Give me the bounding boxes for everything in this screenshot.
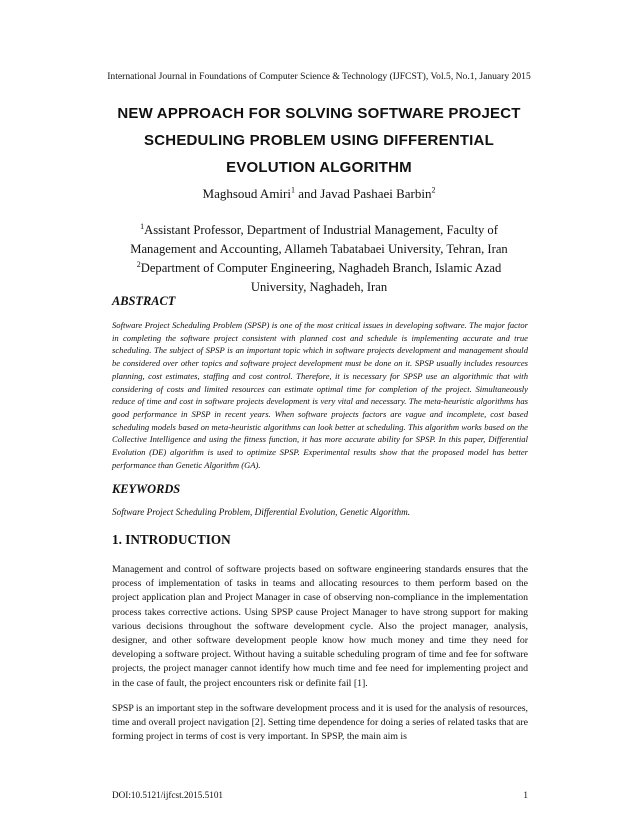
keywords-heading: KEYWORDS xyxy=(112,482,181,496)
affiliation-2-text-a: Department of Computer Engineering, Naghadeh Branch, Islamic Azad xyxy=(140,261,502,275)
running-head: International Journal in Foundations of Computer Science & Technology (IJFCST), Vol.5, No.1, January 2015 xyxy=(107,71,531,82)
author-2: Javad Pashaei Barbin xyxy=(320,186,432,201)
intro-paragraph-1: Management and control of software projects based on software engineering standards ensures that the process of implementation of tasks in teams and allocating resources to them perform based on the project application plan and Project Manager in case of observing non-compliance in the implementation process takes corrective actions. Using SPSP cause Project Manager to have strong support for making various decisions throughout the software development cycle. Also the project manager, analysis, designer, and other software development people know how much money and time they need for developing a software project. Without having a suitable scheduling program of time and fee for software projects, the project manager cannot identify how much time and fee need for implementing project and in the case of fault, the project encounters risk or definite fail [1]. xyxy=(112,564,528,689)
paper-title xyxy=(80,100,558,181)
affiliation-2-line-2: University, Naghadeh, Iran xyxy=(250,280,388,294)
intro-paragraph-2: SPSP is an important step in the software development process and it is used for the analysis of resources, time and overall project navigation [2]. Setting time dependence for doing a series of related tasks that are forming project in terms of cost is very important. In SPSP, the main aim is xyxy=(112,703,528,743)
affiliation-1-line-2: Management and Accounting, Allameh Tabatabaei University, Tehran, Iran xyxy=(130,242,508,256)
keywords-text: Software Project Scheduling Problem, Differential Evolution, Genetic Algorithm. xyxy=(112,507,411,517)
author-joiner: and xyxy=(295,186,321,201)
author-1-affiliation-mark: 1 xyxy=(291,185,295,195)
authors-line xyxy=(100,186,538,202)
affiliation-1-text-a: Assistant Professor, Department of Industrial Management, Faculty of xyxy=(144,223,498,237)
author-2-affiliation-mark: 2 xyxy=(431,185,436,195)
title-line-2: SCHEDULING PROBLEM USING DIFFERENTIAL xyxy=(144,132,494,149)
affiliation-2-mark: 2 xyxy=(136,259,141,269)
title-line-1: NEW APPROACH FOR SOLVING SOFTWARE PROJECT xyxy=(117,105,521,122)
author-1: Maghsoud Amiri xyxy=(202,186,291,201)
affiliation-1-mark: 1 xyxy=(140,221,145,231)
affiliation-2-line-1 xyxy=(100,259,538,278)
affiliations xyxy=(100,221,538,297)
title-line-3: EVOLUTION ALGORITHM xyxy=(226,159,412,176)
abstract-heading: ABSTRACT xyxy=(112,294,176,308)
introduction-heading: 1. INTRODUCTION xyxy=(112,532,231,547)
page-number: 1 xyxy=(523,790,528,800)
affiliation-1-line-1 xyxy=(100,221,538,240)
abstract-text: Software Project Scheduling Problem (SPSP) is one of the most critical issues in developing software. The major factor in completing the software project consistent with planned cost and schedule is implementing accurate and true scheduling. The subject of SPSP is an important topic which in software projects development and management should be considered over other topics and software project development must be done on it. SPSP usually includes resources planning, cost estimates, staffing and cost control. Therefore, it is necessary for SPSP use an algorithmic that with considering of costs and limited resources can estimate optimal time for completion of the project. Simultaneously reduce of time and cost in software projects development is very vital and necessary. The meta-heuristic algorithms has good performance in SPSP in recent years. When software projects factors are vague and incomplete, cost based scheduling models based on meta-heuristic algorithms can look better at scheduling. This algorithm works based on the Collective Intelligence and using the fitness function, it has more accurate ability for SPSP. In this paper, Differential Evolution (DE) algorithm is used to optimize SPSP. Experimental results show that the proposed model has better performance than Genetic Algorithm (GA). xyxy=(112,320,528,470)
doi: DOI:10.5121/ijfcst.2015.5101 xyxy=(112,790,224,800)
page-footer xyxy=(112,789,528,801)
